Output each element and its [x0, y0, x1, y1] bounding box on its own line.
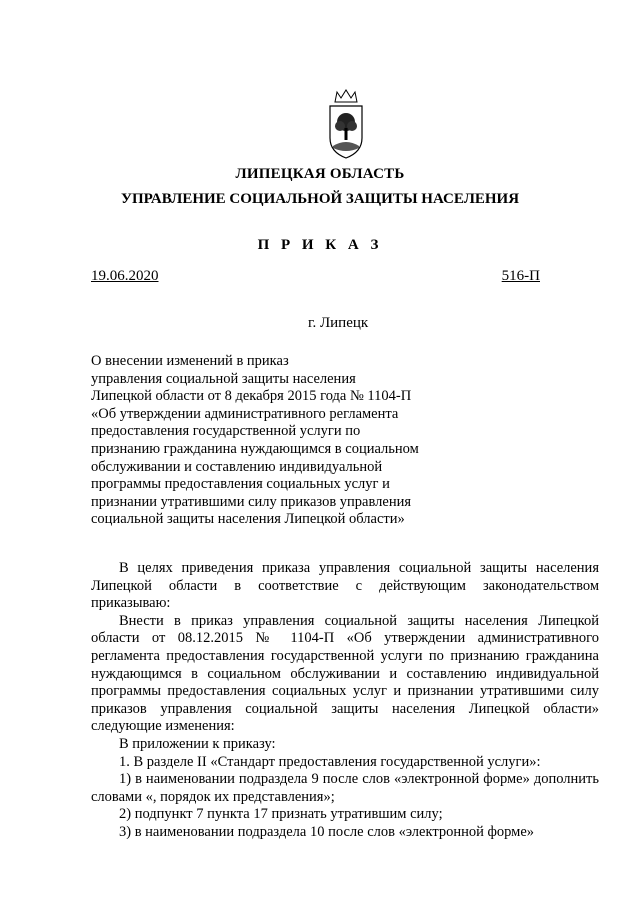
subject-line: обслуживании и составлению индивидуальной — [91, 458, 383, 475]
subject-line: «Об утверждении административного регламента — [91, 405, 399, 422]
subject-line: социальной защиты населения Липецкой области» — [91, 511, 405, 528]
subject-line: признанию гражданина нуждающимся в социальном — [91, 440, 419, 457]
subject-line: программы предоставления социальных услуг и — [91, 476, 390, 493]
subject-line: Липецкой области от 8 декабря 2015 года № 1104-П — [91, 388, 412, 405]
region-title: ЛИПЕЦКАЯ ОБЛАСТЬ — [235, 166, 405, 182]
body-paragraph-appendix: В приложении к приказу: — [119, 735, 276, 752]
order-date: 19.06.2020 — [91, 268, 159, 284]
coat-of-arms-icon — [326, 88, 366, 160]
body-paragraph-item-2: 2) подпункт 7 пункта 17 признать утратившим силу; — [119, 806, 443, 823]
document-type-title: П Р И К А З — [257, 237, 383, 253]
subject-line: управления социальной защиты населения — [91, 370, 356, 387]
department-title: УПРАВЛЕНИЕ СОЦИАЛЬНОЙ ЗАЩИТЫ НАСЕЛЕНИЯ — [120, 191, 520, 207]
order-number: 516-П — [501, 268, 540, 284]
body-paragraph-amendment: Внести в приказ управления социальной защиты населения Липецкой области от 08.12.2015 № 1104-П «Об утверждении административного регламента предоставления государственной услуги по признанию гражданина нуждающимся в социальном обслуживании и составлению индивидуальной программы предоставления социальных услуг и признании утратившими силу приказов управления социальной защиты населения Липецкой области» следующие изменения: — [91, 612, 599, 735]
city-name: г. Липецк — [308, 315, 369, 331]
subject-line: предоставления государственной услуги по — [91, 423, 361, 440]
body-paragraph-preamble: В целях приведения приказа управления социальной защиты населения Липецкой области в соответствие с действующим законодательством приказываю: — [91, 560, 599, 612]
body-paragraph-item-3: 3) в наименовании подраздела 10 после слов «электронной форме» — [119, 823, 535, 840]
order-subject — [91, 353, 471, 529]
order-body — [91, 560, 599, 842]
body-paragraph-section: 1. В разделе II «Стандарт предоставления государственной услуги»: — [119, 753, 541, 770]
subject-line: признании утратившими силу приказов управления — [91, 493, 412, 510]
subject-line: О внесении изменений в приказ — [91, 353, 289, 369]
body-paragraph-item-1: 1) в наименовании подраздела 9 после слов «электронной форме» дополнить словами «, порядок их представления»; — [91, 771, 599, 805]
